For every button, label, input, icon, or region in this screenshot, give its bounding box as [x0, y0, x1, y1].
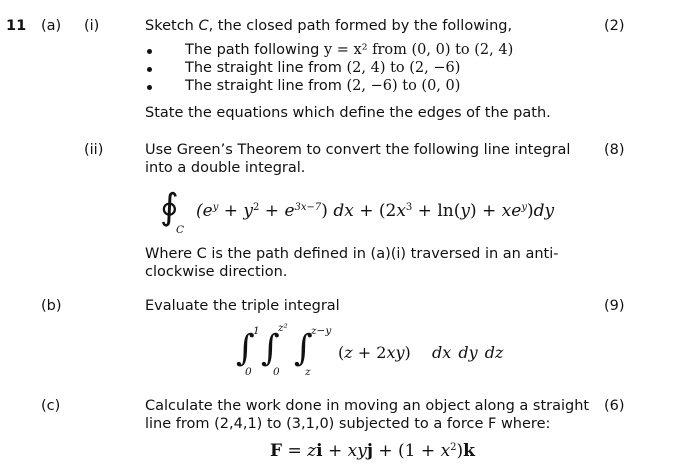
part-a-ii-line1: Use Green’s Theorem to convert the following line integral	[145, 142, 571, 158]
bullet-math: y = x² from (0, 0) to (2, 4)	[323, 42, 514, 58]
middle-lower-limit: 0	[273, 366, 280, 378]
marks-b: (9)	[604, 298, 625, 314]
force-equation: F = zi + xyj + $(1 + x^2)k$	[270, 441, 475, 461]
integral-sign-outer-icon: ∫	[236, 328, 255, 369]
part-a-i-intro	[145, 18, 512, 34]
intro-after: , the closed path formed by the following,	[208, 18, 513, 34]
bullet-dot	[147, 67, 152, 72]
bullet-text: The straight line from	[185, 60, 347, 76]
contour-integral-icon: ∮	[160, 187, 179, 228]
bullet-dot	[147, 85, 152, 90]
middle-upper-limit: z²	[278, 322, 288, 334]
bullet-item-3	[185, 78, 460, 94]
outer-lower-limit: 0	[245, 366, 252, 378]
part-b-text: Evaluate the triple integral	[145, 298, 340, 314]
bullet-text: The path following	[185, 42, 324, 58]
inner-upper-limit: z−y	[311, 325, 332, 337]
part-c-line2: line from (2,4,1) to (3,1,0) subjected to a force F where:	[145, 416, 551, 432]
triple-integral-differentials: dx dy dz	[432, 343, 504, 362]
part-label-a-i: (i)	[84, 18, 100, 34]
part-a-i-statement: State the equations which define the edges of the path.	[145, 105, 551, 121]
triple-integral-integrand: (z + 2xy)	[338, 343, 411, 362]
bullet-math: (2, 4) to (2, −6)	[346, 60, 461, 76]
part-label-b: (b)	[41, 298, 62, 314]
part-label-c: (c)	[41, 398, 61, 414]
outer-upper-limit: 1	[253, 325, 260, 337]
bullet-dot	[147, 49, 152, 54]
bullet-item-2	[185, 60, 460, 76]
integral-sign-inner-icon: ∫	[294, 328, 313, 369]
intro-symbol: C	[198, 18, 209, 34]
marks-a-ii: (8)	[604, 142, 625, 158]
bullet-math: (2, −6) to (0, 0)	[346, 78, 461, 94]
bullet-text: The straight line from	[185, 78, 347, 94]
contour-subscript: C	[176, 224, 185, 236]
bullet-item-1	[185, 42, 513, 58]
marks-a-i: (2)	[604, 18, 625, 34]
part-label-a-ii: (ii)	[84, 142, 104, 158]
part-a-ii-line2: into a double integral.	[145, 160, 306, 176]
line-integral-expression: $(e^y + y^2 + e^{3x-7})$ dx + $(2x^3 + \ln(y) + xe^y)dy$	[196, 201, 555, 221]
part-label-a: (a)	[41, 18, 62, 34]
inner-lower-limit: z	[305, 366, 311, 378]
integral-sign-middle-icon: ∫	[261, 328, 280, 369]
part-c-line1: Calculate the work done in moving an object along a straight	[145, 398, 590, 414]
marks-c: (6)	[604, 398, 625, 414]
part-a-ii-after-line1: Where C is the path defined in (a)(i) traversed in an anti-	[145, 246, 559, 262]
part-a-ii-after-line2: clockwise direction.	[145, 264, 288, 280]
intro-before: Sketch	[145, 18, 199, 34]
question-number: 11	[6, 18, 27, 34]
